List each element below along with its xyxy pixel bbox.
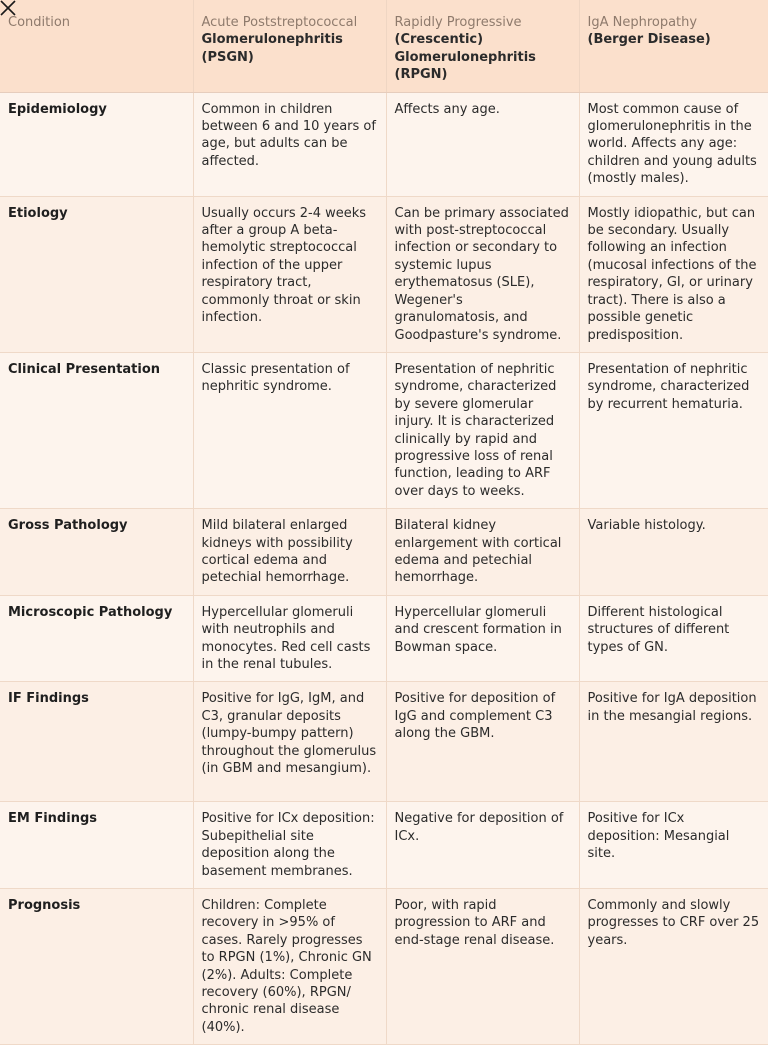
cell-psgn: Positive for IgG, IgM, and C3, granular deposits (lumpy-bumpy pattern) throughout the glomerulus (in GBM and mesangium). — [193, 682, 386, 802]
cell-psgn: Mild bilateral enlarged kidneys with possibility cortical edema and petechial hemorrhage. — [193, 509, 386, 596]
header-psgn — [193, 0, 386, 92]
cell-iga: Most common cause of glomerulonephritis in the world. Affects any age: children and young adults (mostly males). — [579, 92, 768, 196]
header-iga — [579, 0, 768, 92]
row-label: Epidemiology — [0, 92, 193, 196]
row-label: Prognosis — [0, 889, 193, 1045]
close-icon[interactable] — [0, 0, 16, 16]
header-condition — [0, 0, 193, 92]
cell-iga: Variable histology. — [579, 509, 768, 596]
table-row-gross-pathology — [0, 509, 768, 596]
table-row-clinical-presentation — [0, 352, 768, 508]
cell-rpgn: Presentation of nephritic syndrome, characterized by severe glomerular injury. It is characterized clinically by rapid and progressive loss of renal function, leading to ARF over days to weeks. — [386, 352, 579, 508]
cell-rpgn: Positive for deposition of IgG and complement C3 along the GBM. — [386, 682, 579, 802]
cell-iga: Commonly and slowly progresses to CRF over 25 years. — [579, 889, 768, 1045]
header-rpgn — [386, 0, 579, 92]
header-iga-top: IgA Nephropathy — [587, 15, 698, 30]
cell-iga: Positive for ICx deposition: Mesangial site. — [579, 802, 768, 889]
cell-psgn: Children: Complete recovery in >95% of cases. Rarely progresses to RPGN (1%), Chronic GN (2%). Adults: Complete recovery (60%), RPGN/ chronic renal disease (40%). — [193, 889, 386, 1045]
cell-iga: Different histological structures of different types of GN. — [579, 595, 768, 682]
row-label: Etiology — [0, 196, 193, 352]
cell-rpgn: Poor, with rapid progression to ARF and end-stage renal disease. — [386, 889, 579, 1045]
cell-rpgn: Hypercellular glomeruli and crescent formation in Bowman space. — [386, 595, 579, 682]
table-row-if-findings — [0, 682, 768, 802]
table-row-em-findings — [0, 802, 768, 889]
cell-rpgn: Can be primary associated with post-streptococcal infection or secondary to systemic lupus erythematosus (SLE), Wegener's granulomatosis, and Goodpasture's syndrome. — [386, 196, 579, 352]
row-label: Gross Pathology — [0, 509, 193, 596]
header-rpgn-rest: (Crescentic) Glomerulonephritis (RPGN) — [394, 32, 536, 83]
table-row-etiology — [0, 196, 768, 352]
header-iga-rest: (Berger Disease) — [587, 32, 711, 48]
cell-rpgn: Affects any age. — [386, 92, 579, 196]
table-row-prognosis — [0, 889, 768, 1045]
cell-psgn: Usually occurs 2-4 weeks after a group A beta-hemolytic streptococcal infection of the upper respiratory tract, commonly throat or skin infection. — [193, 196, 386, 352]
table-row-epidemiology — [0, 92, 768, 196]
row-label: IF Findings — [0, 682, 193, 802]
header-psgn-rest: Glomerulonephritis (PSGN) — [201, 32, 343, 65]
row-label: Clinical Presentation — [0, 352, 193, 508]
header-psgn-top: Acute Poststreptococcal — [201, 15, 358, 30]
header-condition-label: Condition — [8, 15, 71, 30]
cell-psgn: Classic presentation of nephritic syndrome. — [193, 352, 386, 508]
cell-rpgn: Bilateral kidney enlargement with cortical edema and petechial hemorrhage. — [386, 509, 579, 596]
cell-iga: Presentation of nephritic syndrome, characterized by recurrent hematuria. — [579, 352, 768, 508]
cell-iga: Positive for IgA deposition in the mesangial regions. — [579, 682, 768, 802]
cell-psgn: Common in children between 6 and 10 years of age, but adults can be affected. — [193, 92, 386, 196]
table-row-microscopic-pathology — [0, 595, 768, 682]
cell-psgn: Positive for ICx deposition: Subepithelial site deposition along the basement membranes. — [193, 802, 386, 889]
row-label: EM Findings — [0, 802, 193, 889]
header-rpgn-top: Rapidly Progressive — [394, 15, 522, 30]
header-row — [0, 0, 768, 92]
cell-psgn: Hypercellular glomeruli with neutrophils and monocytes. Red cell casts in the renal tubules. — [193, 595, 386, 682]
cell-iga: Mostly idiopathic, but can be secondary. Usually following an infection (mucosal infections of the respiratory, GI, or urinary tract). There is also a possible genetic predisposition. — [579, 196, 768, 352]
row-label: Microscopic Pathology — [0, 595, 193, 682]
cell-rpgn: Negative for deposition of ICx. — [386, 802, 579, 889]
